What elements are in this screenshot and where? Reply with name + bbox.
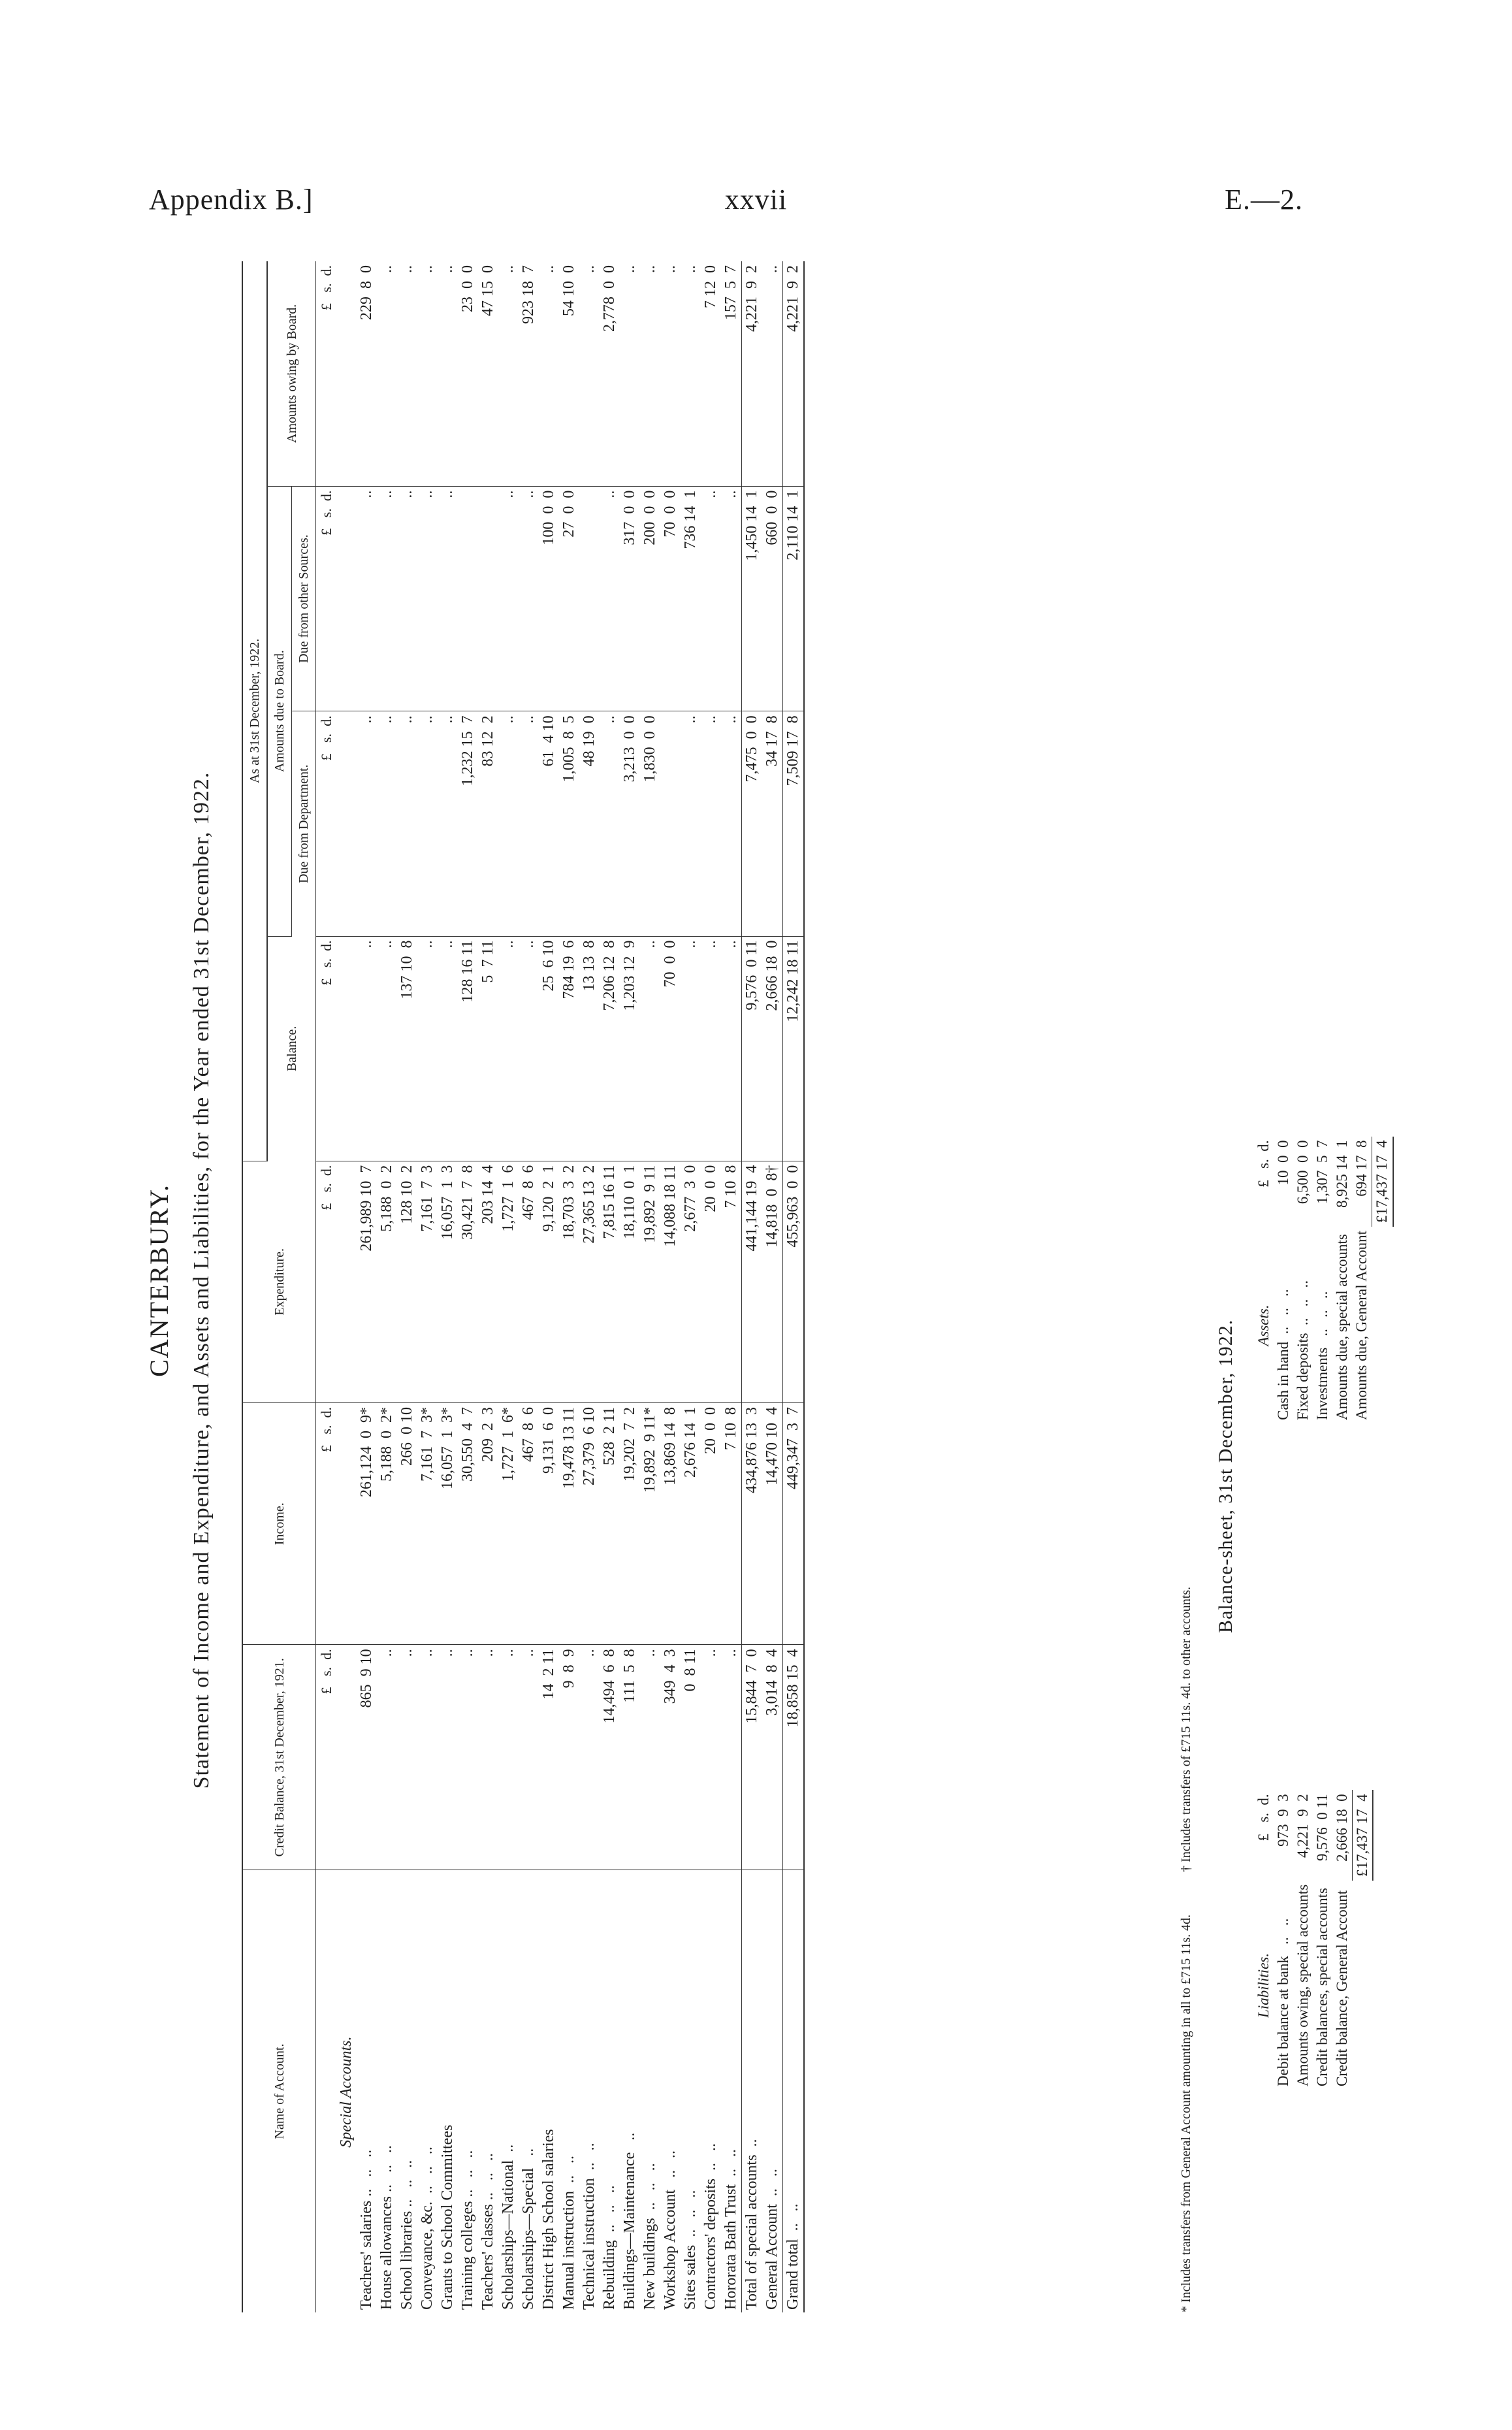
bs-item-amount: 4,221 9 2 [1295, 1794, 1311, 1858]
footnote-dagger: † Includes transfers of £715 11s. 4d. to other accounts. [1179, 1586, 1193, 1872]
cell-income: 27,379 6 10 [579, 1403, 600, 1645]
cell-expenditure: 20 0 0 [701, 1161, 721, 1402]
cell-expenditure: 455,963 0 0 [783, 1161, 805, 1402]
cell-income: 19,892 9 11* [640, 1403, 660, 1645]
cell-credit: .. [478, 1645, 498, 1870]
table-row [458, 261, 478, 2312]
statement-subtitle: Statement of Income and Expenditure, and Assets and Liabilities, for the Year ended 31st December, 1922. [189, 771, 214, 1789]
cell-dept: .. [519, 711, 539, 936]
cell-owing: .. [498, 261, 519, 486]
cell-credit: .. [701, 1645, 721, 1870]
cell-expenditure: 30,421 7 8 [458, 1161, 478, 1402]
cell-other: 736 14 1 [681, 486, 701, 711]
cell-other: .. [438, 486, 458, 711]
cell-other: 70 0 0 [660, 486, 681, 711]
cell-dept: 1,830 0 0 [640, 711, 660, 936]
cell-income: 13,869 14 8 [660, 1403, 681, 1645]
cell-other: 317 0 0 [620, 486, 640, 711]
cell-name: Grand total .. .. [783, 1870, 805, 2312]
appendix-label: Appendix B.] [149, 184, 314, 216]
cell-owing: .. [762, 261, 783, 486]
cell-balance: 784 19 6 [559, 936, 579, 1161]
list-item [1332, 1790, 1353, 2090]
cell-owing: .. [640, 261, 660, 486]
bs-item-amount: 694 17 8 [1353, 1140, 1370, 1197]
col-due-dept-header: Due from Department. [292, 711, 316, 936]
cell-income: 7,161 7 3* [417, 1403, 438, 1645]
units-label: £ s. d. [316, 1161, 337, 1402]
cell-name: Conveyance, &c. .. .. .. [419, 2146, 436, 2310]
table-row [600, 261, 620, 2312]
cell-name: School libraries .. .. .. [398, 2160, 415, 2310]
cell-name: Scholarships—National .. [500, 2144, 517, 2310]
cell-owing: 47 15 0 [478, 261, 498, 486]
cell-dept: 7,475 0 0 [742, 711, 763, 936]
cell-other [478, 486, 498, 711]
table-row [539, 261, 559, 2312]
bs-item-name: Fixed deposits .. .. .. [1295, 1280, 1311, 1420]
section-row [336, 261, 357, 2312]
liabilities-table [1254, 1790, 1374, 2090]
bs-total: £17,437 17 4 [1372, 1137, 1393, 1227]
cell-other: .. [357, 486, 377, 711]
cell-expenditure: 27,365 13 2 [579, 1161, 600, 1402]
cell-dept: .. [397, 711, 417, 936]
cell-dept: 1,232 15 7 [458, 711, 478, 936]
cell-expenditure: 9,120 2 1 [539, 1161, 559, 1402]
cell-dept: .. [600, 711, 620, 936]
bs-item-name: Cash in hand .. .. .. [1275, 1289, 1291, 1420]
cell-income: 2,676 14 1 [681, 1403, 701, 1645]
cell-expenditure: 7,815 16 11 [600, 1161, 620, 1402]
table-row [377, 261, 397, 2312]
cell-balance: .. [357, 936, 377, 1161]
cell-owing: 7 12 0 [701, 261, 721, 486]
list-item [1313, 1137, 1332, 1424]
cell-owing: .. [620, 261, 640, 486]
cell-income: 1,727 1 6* [498, 1403, 519, 1645]
cell-name: Hororata Bath Trust .. .. [722, 2149, 739, 2310]
cell-dept: 83 12 2 [478, 711, 498, 936]
cell-credit: .. [519, 1645, 539, 1870]
list-item [1293, 1137, 1313, 1424]
cell-expenditure: 5,188 0 2 [377, 1161, 397, 1402]
bs-item-name: Credit balances, special accounts [1314, 1888, 1330, 2086]
table-row [478, 261, 498, 2312]
cell-expenditure: 128 10 2 [397, 1161, 417, 1402]
cell-credit: 111 5 8 [620, 1645, 640, 1870]
section-label: Special Accounts. [338, 2036, 355, 2148]
cell-name: Sites sales .. .. .. [682, 2190, 699, 2310]
cell-income: 5,188 0 2* [377, 1403, 397, 1645]
cell-expenditure: 1,727 1 6 [498, 1161, 519, 1402]
bs-item-amount: 2,666 18 0 [1334, 1794, 1350, 1862]
cell-other: .. [377, 486, 397, 711]
table-row [498, 261, 519, 2312]
col-income-header: Income. [242, 1403, 316, 1645]
cell-balance: 13 13 8 [579, 936, 600, 1161]
cell-balance: .. [377, 936, 397, 1161]
cell-owing: 2,778 0 0 [600, 261, 620, 486]
cell-owing: 157 5 7 [721, 261, 742, 486]
cell-expenditure: 14,088 18 11 [660, 1161, 681, 1402]
cell-credit: .. [498, 1645, 519, 1870]
bs-item-name: Amounts due, special accounts [1334, 1234, 1350, 1420]
cell-name: Technical instruction .. .. [581, 2143, 598, 2310]
table-row [660, 261, 681, 2312]
cell-owing: .. [579, 261, 600, 486]
cell-name: New buildings .. .. .. [641, 2163, 658, 2310]
cell-credit: 18,858 15 4 [783, 1645, 805, 1870]
cell-name: Workshop Account .. .. [662, 2150, 679, 2310]
cell-income: 528 2 11 [600, 1403, 620, 1645]
table-row [620, 261, 640, 2312]
bs-item-amount: 8,925 14 1 [1334, 1140, 1350, 1208]
cell-credit: 0 8 11 [681, 1645, 701, 1870]
units-label: £ s. d. [1255, 1140, 1272, 1188]
cell-other: .. [498, 486, 519, 711]
col-due-other-header: Due from other Sources. [292, 486, 316, 711]
total-row [762, 261, 783, 2312]
balance-sheet-title: Balance-sheet, 31st December, 1922. [1215, 1319, 1236, 1633]
units-label: £ s. d. [316, 1645, 337, 1870]
cell-other [579, 486, 600, 711]
footnote-star: * Includes transfers from General Account amounting in all to £715 11s. 4d. [1179, 1914, 1193, 2312]
cell-balance: .. [640, 936, 660, 1161]
col-credit-header: Credit Balance, 31st December, 1921. [242, 1645, 316, 1870]
cell-income: 449,347 3 7 [783, 1403, 805, 1645]
bs-item-amount: 6,500 0 0 [1295, 1140, 1311, 1205]
cell-expenditure: 203 14 4 [478, 1161, 498, 1402]
cell-balance: 25 6 10 [539, 936, 559, 1161]
cell-dept: 61 4 10 [539, 711, 559, 936]
cell-name: Teachers' salaries .. .. .. [358, 2149, 375, 2310]
cell-dept: 3,213 0 0 [620, 711, 640, 936]
cell-income: 19,478 13 11 [559, 1403, 579, 1645]
grand-total-row [783, 261, 805, 2312]
bs-total: £17,437 17 4 [1353, 1790, 1374, 1881]
footnotes [1179, 261, 1194, 2312]
bs-item-name: Amounts due, General Account [1353, 1231, 1370, 1420]
cell-name: Scholarships—Special .. [520, 2148, 537, 2310]
cell-other: 27 0 0 [559, 486, 579, 711]
cell-other: .. [417, 486, 438, 711]
cell-dept: 34 17 8 [762, 711, 783, 936]
cell-balance: .. [417, 936, 438, 1161]
cell-credit: .. [438, 1645, 458, 1870]
bs-item-name: Amounts owing, special accounts [1295, 1884, 1311, 2086]
table-row [721, 261, 742, 2312]
table-row [701, 261, 721, 2312]
cell-income: 467 8 6 [519, 1403, 539, 1645]
bs-item-amount: 9,576 0 11 [1314, 1794, 1330, 1861]
cell-owing: 54 10 0 [559, 261, 579, 486]
cell-owing: .. [660, 261, 681, 486]
cell-balance: 128 16 11 [458, 936, 478, 1161]
cell-credit: 15,844 7 0 [742, 1645, 763, 1870]
cell-balance: 70 0 0 [660, 936, 681, 1161]
cell-dept: 48 19 0 [579, 711, 600, 936]
bs-total-row [1353, 1790, 1374, 2090]
cell-dept [660, 711, 681, 936]
cell-credit: 14,494 6 8 [600, 1645, 620, 1870]
cell-name: House allowances .. .. .. [378, 2145, 395, 2310]
document-title: CANTERBURY. [144, 1184, 174, 1377]
cell-expenditure: 467 8 6 [519, 1161, 539, 1402]
cell-name: Teachers' classes .. .. .. [479, 2153, 496, 2310]
cell-name: Grants to School Committees [439, 2124, 456, 2310]
cell-other: 1,450 14 1 [742, 486, 763, 711]
cell-balance: .. [701, 936, 721, 1161]
cell-dept: .. [417, 711, 438, 936]
bs-item-name: Debit balance at bank .. .. [1275, 1918, 1291, 2086]
cell-expenditure: 18,703 3 2 [559, 1161, 579, 1402]
statement-body [316, 261, 805, 2312]
cell-other: .. [600, 486, 620, 711]
cell-credit: 9 8 9 [559, 1645, 579, 1870]
cell-expenditure: 16,057 1 3 [438, 1161, 458, 1402]
document-code: E.—2. [1225, 184, 1303, 216]
cell-dept: 7,509 17 8 [783, 711, 805, 936]
bs-item-name: Investments .. .. .. [1314, 1291, 1330, 1420]
cell-owing: 4,221 9 2 [783, 261, 805, 486]
liabilities-heading: Liabilities. [1255, 1952, 1272, 2018]
bs-item-name: Credit balance, General Account [1334, 1890, 1351, 2086]
col-expenditure-header: Expenditure. [242, 1161, 316, 1402]
list-item [1313, 1790, 1332, 2090]
cell-expenditure: 261,989 10 7 [357, 1161, 377, 1402]
cell-expenditure: 7,161 7 3 [417, 1161, 438, 1402]
cell-expenditure: 441,144 19 4 [742, 1161, 763, 1402]
bs-item-amount: 973 9 3 [1275, 1794, 1291, 1847]
cell-other: .. [701, 486, 721, 711]
cell-income: 434,876 13 3 [742, 1403, 763, 1645]
cell-dept: .. [681, 711, 701, 936]
cell-expenditure: 14,818 0 8† [762, 1161, 783, 1402]
cell-expenditure: 7 10 8 [721, 1161, 742, 1402]
cell-name: General Account .. .. [764, 2169, 780, 2310]
cell-dept: .. [701, 711, 721, 936]
cell-credit: 3,014 8 4 [762, 1645, 783, 1870]
col-owing-header: Amounts owing by Board. [267, 261, 316, 486]
cell-name: Total of special accounts .. [742, 1870, 763, 2312]
table-row [559, 261, 579, 2312]
cell-income: 266 0 10 [397, 1403, 417, 1645]
cell-name: Contractors' deposits .. .. [702, 2143, 719, 2310]
list-item [1332, 1137, 1352, 1424]
statement-table [242, 261, 805, 2312]
cell-balance: .. [438, 936, 458, 1161]
table-row [357, 261, 377, 2312]
assets-table [1254, 1137, 1394, 1424]
list-item [1274, 1137, 1293, 1424]
cell-owing: .. [681, 261, 701, 486]
cell-owing: .. [417, 261, 438, 486]
cell-name: Manual instruction .. .. [560, 2156, 577, 2310]
cell-credit: .. [377, 1645, 397, 1870]
table-row [681, 261, 701, 2312]
cell-other: 2,110 14 1 [783, 486, 805, 711]
list-item [1293, 1790, 1313, 2090]
col-due-to-board-header: Amounts due to Board. [267, 486, 292, 936]
cell-owing: .. [539, 261, 559, 486]
cell-dept: .. [377, 711, 397, 936]
units-label: £ s. d. [316, 261, 337, 486]
cell-owing: 229 8 0 [357, 261, 377, 486]
cell-income: 7 10 8 [721, 1403, 742, 1645]
bs-item-amount: 10 0 0 [1275, 1140, 1291, 1186]
table-row [579, 261, 600, 2312]
units-label: £ s. d. [316, 936, 337, 1161]
rotated-statement [144, 248, 1390, 2312]
cell-balance: .. [721, 936, 742, 1161]
cell-expenditure: 2,677 3 0 [681, 1161, 701, 1402]
table-row [519, 261, 539, 2312]
cell-other: 660 0 0 [762, 486, 783, 711]
cell-income: 19,202 7 2 [620, 1403, 640, 1645]
cell-expenditure: 18,110 0 1 [620, 1161, 640, 1402]
bs-item-amount: 1,307 5 7 [1314, 1140, 1330, 1205]
list-item [1352, 1137, 1372, 1424]
cell-credit: .. [458, 1645, 478, 1870]
cell-credit: .. [721, 1645, 742, 1870]
cell-income: 9,131 6 0 [539, 1403, 559, 1645]
cell-balance: .. [498, 936, 519, 1161]
units-label: £ s. d. [316, 1403, 337, 1645]
cell-credit: 865 9 10 [357, 1645, 377, 1870]
cell-balance: 1,203 12 9 [620, 936, 640, 1161]
cell-income: 14,470 10 4 [762, 1403, 783, 1645]
assets-heading: Assets. [1255, 1304, 1272, 1346]
table-row [640, 261, 660, 2312]
units-label: £ s. d. [1255, 1794, 1272, 1841]
bs-total-row [1372, 1137, 1393, 1424]
cell-dept: .. [438, 711, 458, 936]
cell-balance: 12,242 18 11 [783, 936, 805, 1161]
table-row [438, 261, 458, 2312]
cell-other: 100 0 0 [539, 486, 559, 711]
cell-dept: .. [357, 711, 377, 936]
list-item [1274, 1790, 1293, 2090]
cell-other: .. [397, 486, 417, 711]
units-label: £ s. d. [316, 486, 337, 711]
cell-name: Rebuilding .. .. .. [601, 2185, 618, 2310]
cell-balance: 2,666 18 0 [762, 936, 783, 1161]
cell-income: 30,550 4 7 [458, 1403, 478, 1645]
cell-income: 261,124 0 9* [357, 1403, 377, 1645]
cell-balance: .. [681, 936, 701, 1161]
col-balance-header: Balance. [267, 936, 316, 1161]
cell-owing: .. [377, 261, 397, 486]
units-row [316, 261, 337, 2312]
cell-owing: .. [438, 261, 458, 486]
units-label: £ s. d. [316, 711, 337, 936]
cell-dept: .. [721, 711, 742, 936]
page-number: xxvii [724, 184, 788, 216]
cell-name: Buildings—Maintenance .. [621, 2132, 638, 2310]
cell-expenditure: 19,892 9 11 [640, 1161, 660, 1402]
cell-owing: .. [397, 261, 417, 486]
cell-dept: .. [498, 711, 519, 936]
cell-owing: 23 0 0 [458, 261, 478, 486]
cell-income: 20 0 0 [701, 1403, 721, 1645]
cell-owing: 923 18 7 [519, 261, 539, 486]
cell-credit: 349 4 3 [660, 1645, 681, 1870]
cell-credit: .. [579, 1645, 600, 1870]
cell-credit: .. [640, 1645, 660, 1870]
cell-dept: 1,005 8 5 [559, 711, 579, 936]
cell-balance: 5 7 11 [478, 936, 498, 1161]
cell-balance: .. [519, 936, 539, 1161]
cell-other: .. [519, 486, 539, 711]
cell-owing: 4,221 9 2 [742, 261, 763, 486]
cell-other [458, 486, 478, 711]
cell-other: 200 0 0 [640, 486, 660, 711]
cell-credit: .. [417, 1645, 438, 1870]
table-row [397, 261, 417, 2312]
cell-credit: 14 2 11 [539, 1645, 559, 1870]
col-as-at-header: As at 31st December, 1922. [242, 261, 267, 1161]
cell-income: 16,057 1 3* [438, 1403, 458, 1645]
col-name-header: Name of Account. [242, 1870, 316, 2312]
cell-income: 209 2 3 [478, 1403, 498, 1645]
cell-balance: 137 10 8 [397, 936, 417, 1161]
cell-other: .. [721, 486, 742, 711]
cell-balance: 9,576 0 11 [742, 936, 763, 1161]
total-row [742, 261, 763, 2312]
cell-name: District High School salaries [540, 2129, 557, 2310]
table-row [417, 261, 438, 2312]
cell-balance: 7,206 12 8 [600, 936, 620, 1161]
cell-credit: .. [397, 1645, 417, 1870]
cell-name: Training colleges .. .. .. [459, 2150, 476, 2310]
